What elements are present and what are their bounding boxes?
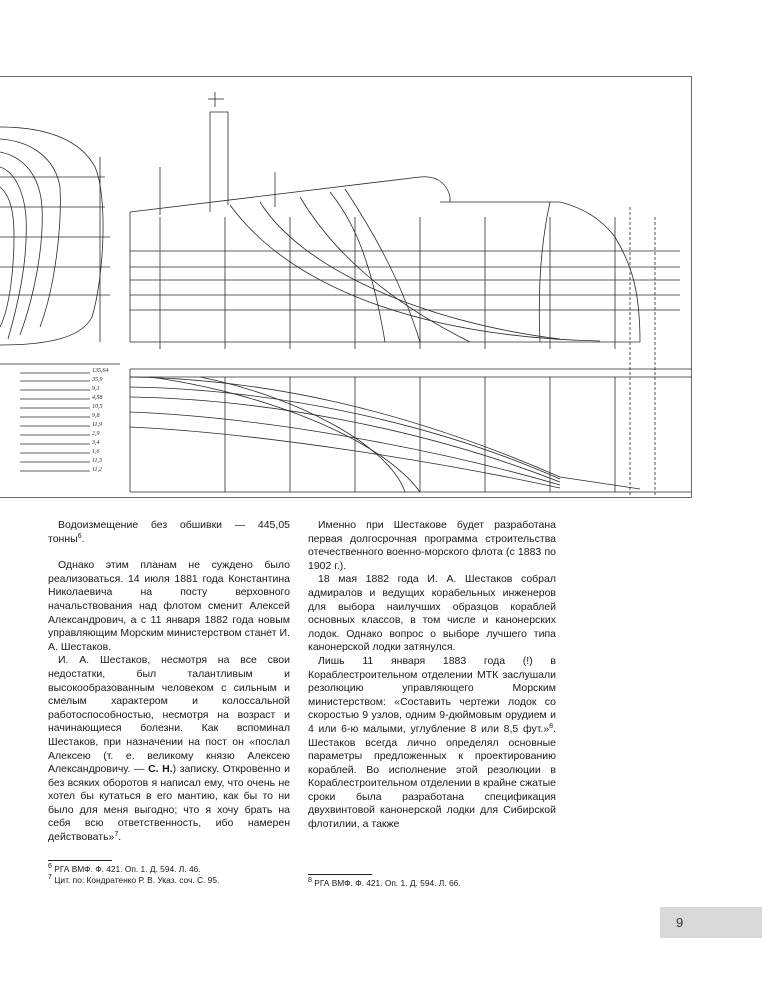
ship-lines-drawing — [0, 76, 692, 498]
footnote-rule-left — [48, 860, 112, 861]
drawing-table-value: 9,8 — [92, 413, 100, 419]
sheer-line — [130, 177, 450, 212]
paragraph-program: Именно при Шестакове будет разработана первая долгосрочная программа строительства отечественного военно-морского флота (с 1883 по 1902 г.). — [308, 519, 556, 572]
footnote-ref-8: 8 — [549, 722, 554, 730]
footnotes-right — [308, 878, 558, 889]
drawing-table-value: 35,9 — [92, 377, 103, 383]
footnote-7: $^7$ Цит. по: Кондратенко Р. В. Указ. соч. С. 95. — [48, 874, 220, 885]
footnote-ref-7: 7 — [114, 831, 119, 839]
page-number: 9 — [676, 915, 684, 930]
right-text-column — [308, 519, 556, 832]
footnote-8: $^8$ РГА ВМФ. Ф. 421. Оп. 1. Д. 594. Л. 66. — [308, 877, 461, 888]
bow-line — [440, 202, 640, 342]
drawing-table-value: 2,9 — [92, 431, 100, 437]
footnote-6: $^6$ РГА ВМФ. Ф. 421. Оп. 1. Д. 594. Л. 46. — [48, 863, 201, 874]
footnote-ref-6: 6 — [77, 532, 82, 540]
drawing-table-value: 11,3 — [92, 458, 103, 464]
page-number-tab — [660, 907, 762, 938]
footnotes-left — [48, 864, 298, 886]
drawing-table-value: 11,2 — [92, 467, 103, 473]
funnel-outline — [210, 112, 228, 212]
drawing-table-value: 9,3 — [92, 386, 100, 392]
paragraph-shestakov: И. А. Шестаков, несмотря на все свои недостатки, был талантливым и высокообразованным человеком с сильным и смелым характером и колоссальной работоспособностью, несмотря на возраст и начинающиеся болезни. Как вспоминал Шестаков, при назначении на пост он «послал Алексею (т. е. великому князю Алексею Александровичу. — С. Н.) записку. Откровенно и без всяких оборотов я написал ему, что очень не хотел бы кутаться в его мантию, как бы то ни было для меня выгодно; что я хочу брать на себя всю ответственность, ибо намерен действовать»$^7$. — [48, 654, 290, 844]
ship-drawing-svg — [0, 77, 692, 498]
paragraph-plans: Однако этим планам не суждено было реализоваться. 14 июля 1881 года Константина Николаевича на посту верховного начальствования над флотом сменит Алексей Александрович, а с 11 января 1882 года новым управляющим Морским министерством станет И. А. Шестаков. — [48, 559, 290, 653]
drawing-table-value: 135,64 — [92, 368, 109, 374]
drawing-table-value: 4,58 — [92, 395, 103, 401]
drawing-table-value: 3,4 — [92, 440, 100, 446]
waterline-curve — [130, 377, 640, 489]
body-plan-outline — [0, 127, 103, 345]
drawing-table-values — [91, 367, 109, 473]
displacement-paragraph: Водоизмещение без обшивки — 445,05 тонны$^6$. — [48, 519, 290, 545]
drawing-table-value: 11,9 — [92, 422, 103, 428]
drawing-table-value: 10,5 — [92, 404, 103, 410]
footnote-rule-right — [308, 874, 372, 875]
paragraph-meeting: 18 мая 1882 года И. А. Шестаков собрал адмиралов и ведущих корабельных инженеров для выбора наилучших образцов кораблей основных классов, в том числе и канонерских лодок. Однако вопрос о выборе лучшего типа канонерской лодки затянулся. — [308, 573, 556, 654]
paragraph-resolution: Лишь 11 января 1883 года (!) в Кораблестроительном отделении МТК заслушали резолюцию управляющего Морским министерством: «Составить чертежи лодок со скоростью 9 узлов, одним 9-дюймовым орудием и 4 или 6-ю малыми, углубление 8 или 8,5 фут.»$^8$. Шестаков всегда лично определял основные параметры предложенных к проектированию кораблей. Во исполнение этой резолюции в Кораблестроительном отделении в крайне сжатые сроки была разработана спецификация двухвинтовой канонерской лодки для Сибирской флотилии, а также — [308, 654, 556, 831]
author-initials: С. Н. — [148, 763, 173, 776]
drawing-table-value: 1,6 — [92, 449, 100, 455]
left-text-column — [48, 519, 290, 845]
